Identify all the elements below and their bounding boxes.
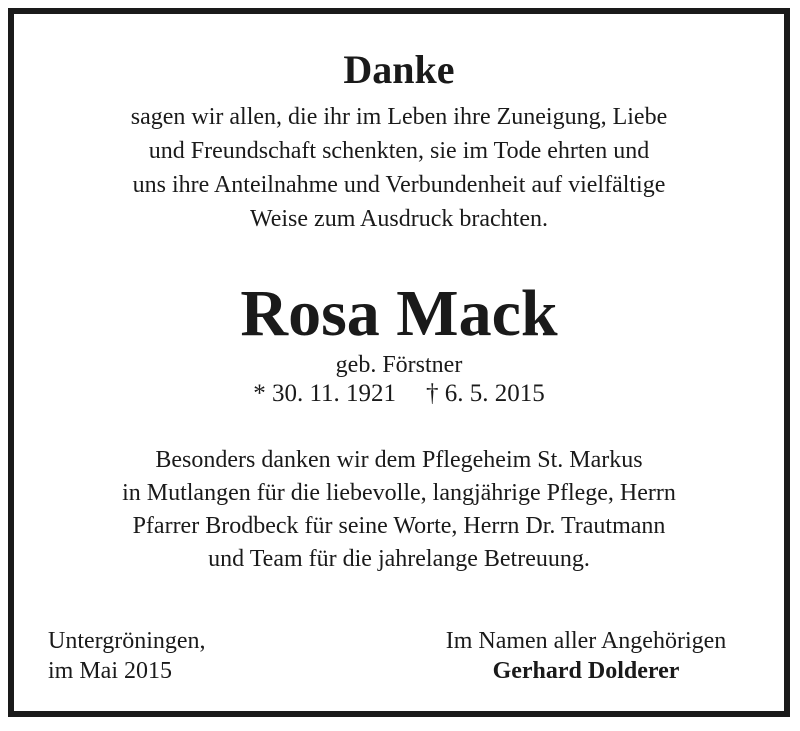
life-dates [14, 378, 784, 410]
special-thanks-line: Pfarrer Brodbeck für seine Worte, Herrn Dr. Trautmann [132, 513, 666, 539]
thanks-line: Weise zum Ausdruck brachten. [250, 206, 548, 232]
thanks-line: und Freundschaft schenkten, sie im Tode ehrten und [148, 138, 650, 164]
signer-name: Gerhard Dolderer [492, 658, 680, 684]
special-thanks-line: in Mutlangen für die liebevolle, langjährige Pflege, Herrn [122, 480, 676, 506]
date-line: im Mai 2015 [48, 658, 172, 684]
heading: Danke [343, 47, 455, 92]
thanks-line: sagen wir allen, die ihr im Leben ihre Zuneigung, Liebe [130, 104, 668, 130]
thanks-line: uns ihre Anteilnahme und Verbundenheit auf vielfältige [132, 172, 666, 198]
place: Untergröningen, [48, 628, 206, 654]
place-and-date [48, 626, 206, 686]
deceased-name: Rosa Mack [240, 277, 558, 350]
obituary-notice-frame [8, 8, 790, 717]
birth-name: geb. Förstner [335, 352, 463, 378]
special-thanks-line: und Team für die jahrelange Betreuung. [208, 546, 590, 572]
death-date: † 6. 5. 2015 [426, 380, 545, 407]
on-behalf-text: Im Namen aller Angehörigen [445, 628, 727, 654]
birth-date: * 30. 11. 1921 [253, 380, 397, 407]
special-thanks-paragraph [14, 444, 784, 576]
signature-block [406, 626, 766, 686]
thanks-paragraph [14, 100, 784, 236]
special-thanks-line: Besonders danken wir dem Pflegeheim St. Markus [155, 447, 643, 473]
